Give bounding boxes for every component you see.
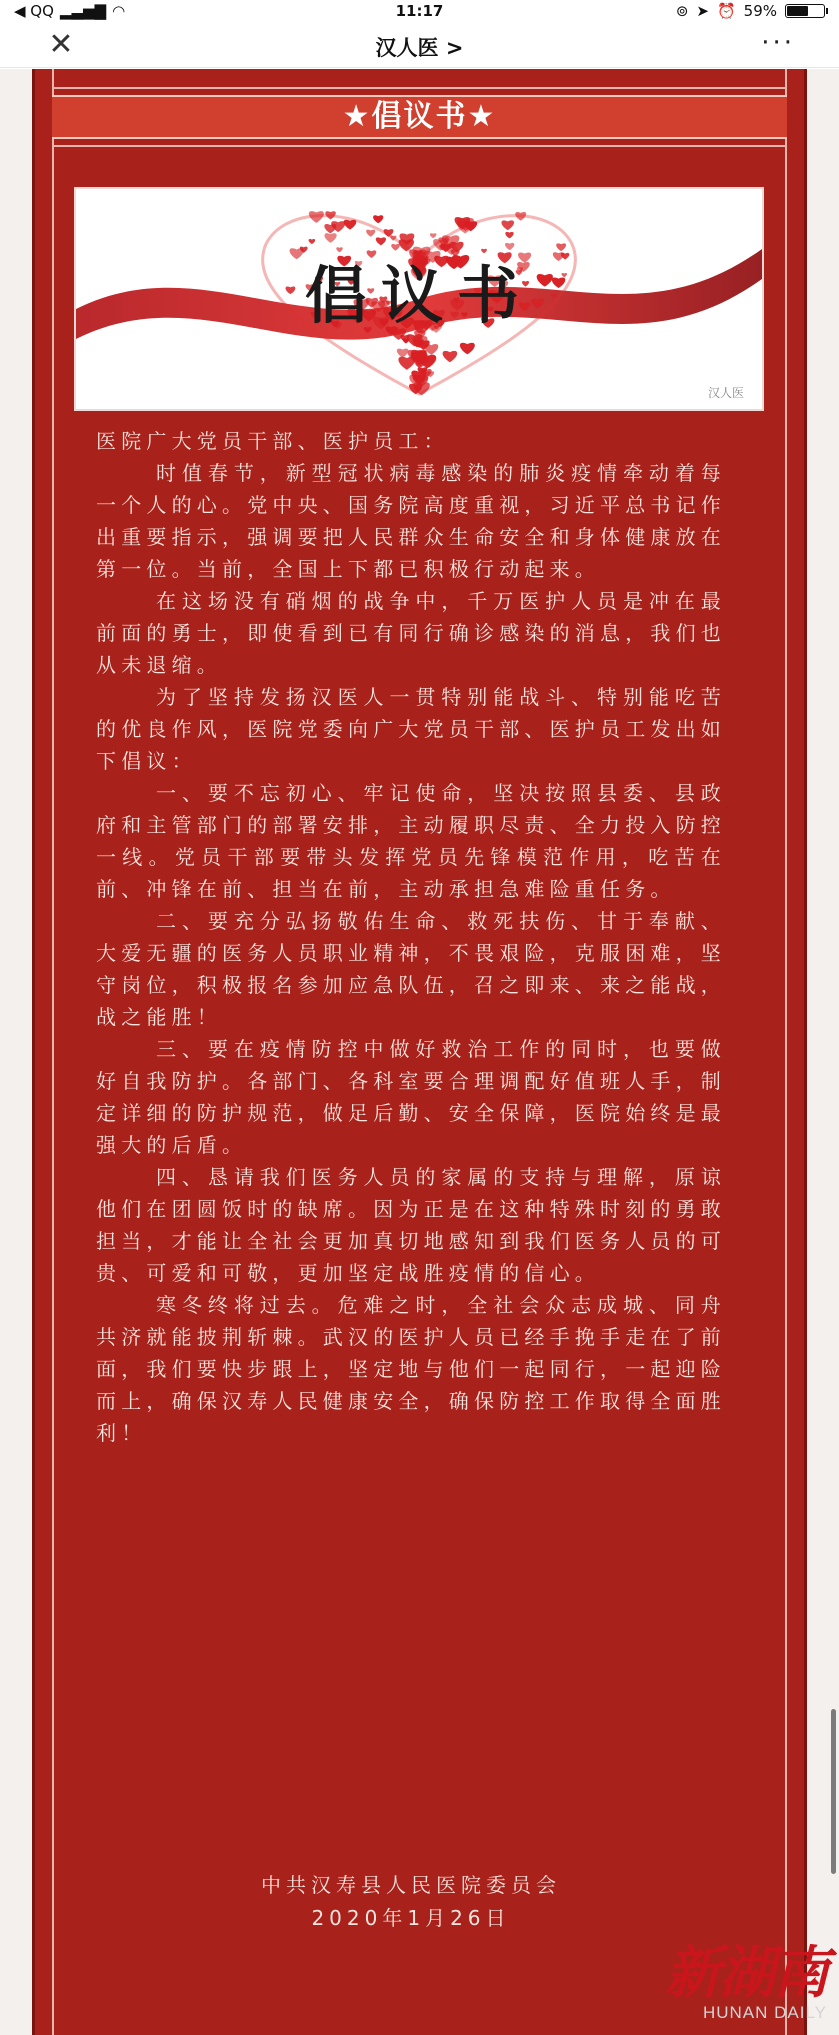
- article-body: [96, 425, 726, 1449]
- paragraph: 一、要不忘初心、牢记使命，坚决按照县委、县政府和主管部门的部署安排，主动履职尽责、全力投入防控一线。党员干部要带头发挥党员先锋模范作用，吃苦在前、冲锋在前、担当在前，主动承担急难险重任务。: [96, 781, 726, 901]
- wifi-icon: ◠: [112, 2, 126, 20]
- signal-icon: ▂▃▅▇: [59, 2, 107, 20]
- banner-divider: [52, 87, 787, 89]
- scrollbar[interactable]: [831, 1709, 836, 1874]
- paragraph: 在这场没有硝烟的战争中，千万医护人员是冲在最前面的勇士，即使看到已有同行确诊感染的消息，我们也从未退缩。: [96, 589, 726, 677]
- banner-divider: [52, 145, 787, 147]
- hero-watermark: 汉人医: [707, 386, 744, 400]
- banner-title: ★倡议书★: [342, 99, 497, 134]
- status-right: [676, 2, 825, 20]
- paragraph: 三、要在疫情防控中做好救治工作的同时，也要做好自我防护。各部门、各科室要合理调配好值班人手，制定详细的防护规范，做足后勤、安全保障，医院始终是最强大的后盾。: [96, 1037, 726, 1157]
- logo-subtext: HUNAN DAILY: [702, 2003, 827, 2022]
- account-title-link[interactable]: 汉人医 >: [375, 36, 464, 60]
- article-page: [0, 69, 839, 2035]
- status-time: 11:17: [395, 2, 444, 20]
- close-icon[interactable]: ✕: [48, 27, 74, 62]
- paragraph: 为了坚持发扬汉医人一贯特别能战斗、特别能吃苦的优良作风，医院党委向广大党员干部、医护员工发出如下倡议：: [96, 685, 726, 773]
- hunan-daily-logo: [665, 1940, 827, 2023]
- paragraph: 寒冬终将过去。危难之时，全社会众志成城、同舟共济就能披荆斩棘。武汉的医护人员已经手挽手走在了前面，我们要快步跟上，坚定地与他们一起同行，一起迎险而上，确保汉寿人民健康安全，确保防控工作取得全面胜利！: [96, 1293, 726, 1445]
- hero-image: [74, 187, 764, 411]
- battery-percent: 59%: [743, 2, 777, 20]
- paragraph: 时值春节，新型冠状病毒感染的肺炎疫情牵动着每一个人的心。党中央、国务院高度重视，习近平总书记作出重要指示，强调要把人民群众生命安全和身体健康放在第一位。当前，全国上下都已积极行动起来。: [96, 461, 726, 581]
- title-banner: [52, 95, 787, 139]
- logo-text: 新湖南: [665, 1940, 827, 2006]
- nav-bar: [0, 22, 839, 68]
- alarm-icon: ⏰: [716, 2, 736, 20]
- back-to-app-link[interactable]: ◀ QQ: [14, 2, 54, 20]
- heart-illustration: [76, 189, 762, 409]
- more-options-icon[interactable]: ···: [761, 28, 795, 58]
- paragraph: 四、恳请我们医务人员的家属的支持与理解，原谅他们在团圆饭时的缺席。因为正是在这种特殊时刻的勇敢担当，才能让全社会更加真切地感知到我们医务人员的可贵、可爱和可敬，更加坚定战胜疫情的信心。: [96, 1165, 726, 1285]
- orientation-lock-icon: ⊚: [675, 2, 689, 20]
- signature-date: 2020年1月26日: [311, 1906, 511, 1930]
- salutation: 医院广大党员干部、医护员工：: [96, 429, 449, 453]
- location-icon: ➤: [696, 2, 709, 20]
- signature-org: 中共汉寿县人民医院委员会: [261, 1873, 561, 1897]
- hero-title: 倡议书: [304, 259, 534, 332]
- signature-block: [96, 1869, 726, 1935]
- battery-icon: [785, 4, 825, 18]
- status-bar: [0, 0, 839, 22]
- paragraph: 二、要充分弘扬敬佑生命、救死扶伤、甘于奉献、大爱无疆的医务人员职业精神，不畏艰险，克服困难，坚守岗位，积极报名参加应急队伍，召之即来、来之能战，战之能胜！: [96, 909, 726, 1029]
